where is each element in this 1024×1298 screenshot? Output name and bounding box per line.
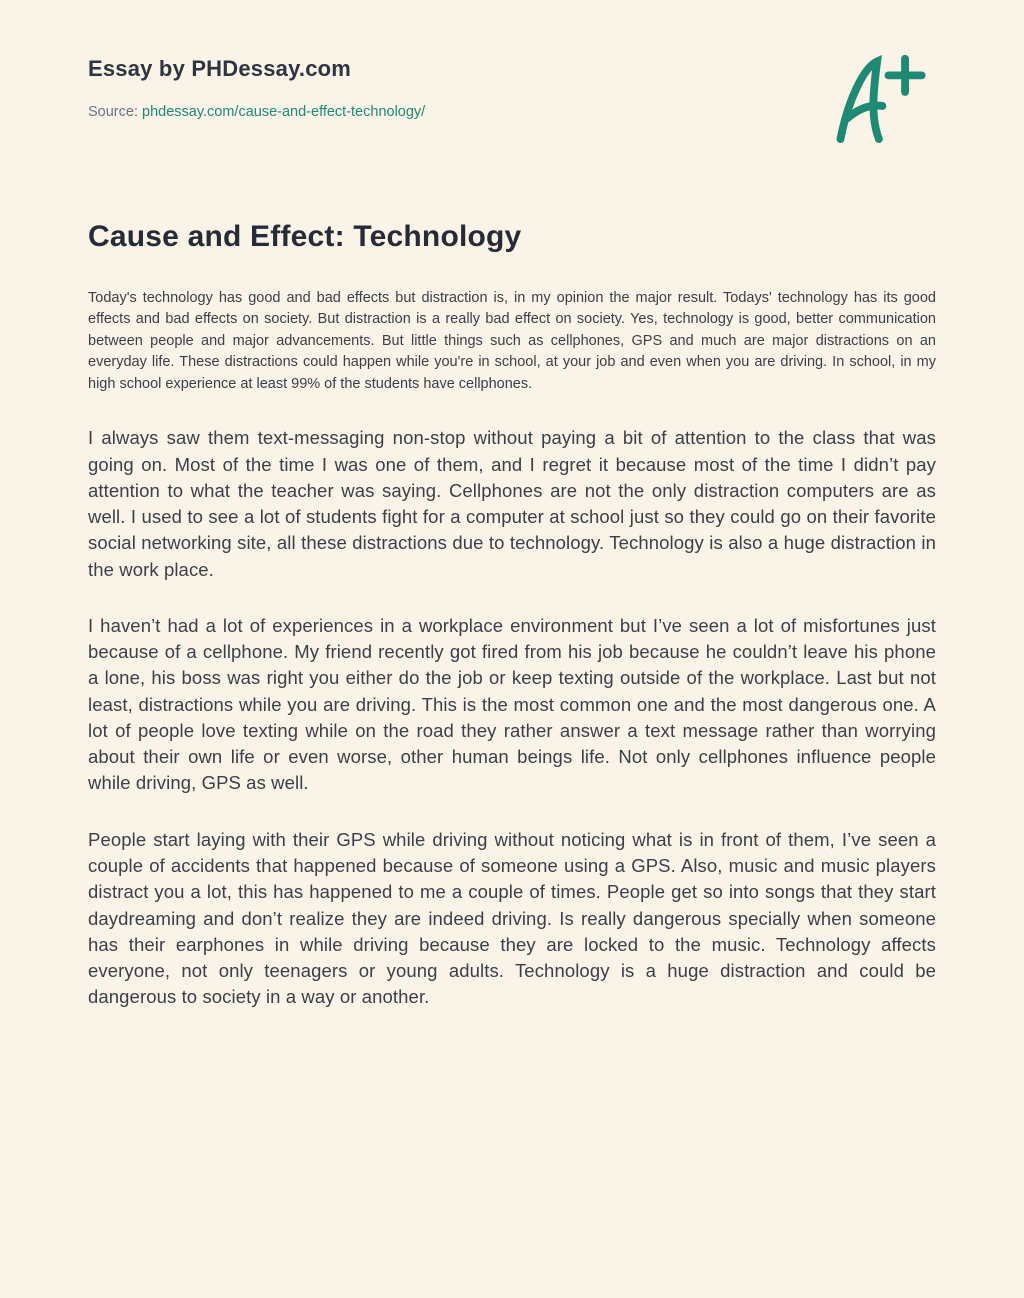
essay-paragraph: People start laying with their GPS while driving without noticing what is in front of them, I’ve seen a couple of accidents that happened because of someone using a GPS. Also, music and music players distract you a lot, this has happened to me a couple of times. People get so into songs that they start daydreaming and don’t realize they are indeed driving. Is really dangerous specially when someone has their earphones in while driving because they are locked to the music. Technology affects everyone, not only teenagers or young adults. Technology is a huge distraction and could be dangerous to society in a way or another.: [88, 828, 936, 1008]
source-line: [88, 104, 425, 120]
essay-title: Cause and Effect: Technology: [88, 220, 522, 253]
header-text-block: [88, 56, 425, 120]
a-plus-logo-icon: [830, 50, 926, 154]
source-label: Source:: [88, 104, 138, 120]
page-header: [88, 56, 936, 154]
essay-paragraph-intro: Today's technology has good and bad effects but distraction is, in my opinion the major result. Todays' technology has its good effects and bad effects on society. But distraction is a really bad effect on society. Yes, technology is good, better communication between people and major advancements. But little things such as cellphones, GPS and much are major distractions on an everyday life. These distractions could happen while you're in school, at your job and even when you are driving. In school, in my high school experience at least 99% of the students have cellphones.: [88, 290, 936, 392]
essay-paragraph: I haven’t had a lot of experiences in a workplace environment but I’ve seen a lot of misfortunes just because of a cellphone. My friend recently got fired from his job because he couldn’t leave his phone a lone, his boss was right you either do the job or keep texting outside of the workplace. Last but not least, distractions while you are driving. This is the most common one and the most dangerous one. A lot of people love texting while on the road they rather answer a text message rather than worrying about their own life or even worse, other human beings life. Not only cellphones influence people while driving, GPS as well.: [88, 614, 936, 794]
essay-paragraph: I always saw them text-messaging non-stop without paying a bit of attention to the class that was going on. Most of the time I was one of them, and I regret it because most of the time I didn’t pay attention to what the teacher was saying. Cellphones are not the only distraction computers are as well. I used to see a lot of students fight for a computer at school just so they could go on their favorite social networking site, all these distractions due to technology. Technology is also a huge distraction in the work place.: [88, 427, 936, 580]
source-link[interactable]: phdessay.com/cause-and-effect-technology/: [142, 104, 426, 120]
site-title: Essay by PHDessay.com: [88, 56, 352, 81]
